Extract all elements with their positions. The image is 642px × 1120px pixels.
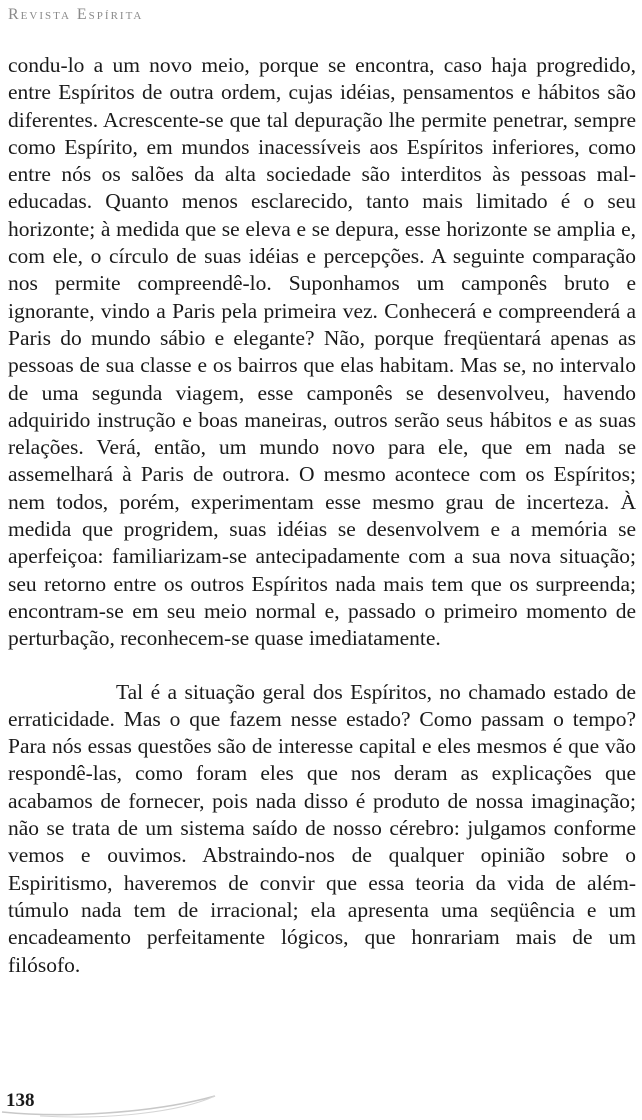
page-number: 138 xyxy=(6,1090,35,1111)
page-body xyxy=(8,52,636,979)
page-footer xyxy=(0,1082,642,1120)
swoosh-ornament-icon xyxy=(0,1082,260,1120)
running-header: Revista Espírita xyxy=(8,6,144,23)
body-paragraph-2: Tal é a situação geral dos Espíritos, no chamado estado de erraticidade. Mas o que fazem nesse estado? Como passam o tempo? Para nós essas questões são de interesse capital e eles mesmos é que vão respondê-las, como foram eles que nos deram as explicações que acabamos de fornecer, pois nada disso é produto de nossa imaginação; não se trata de um sistema saído de nosso cérebro: julgamos conforme vemos e ouvimos. Abstraindo-nos de qualquer opinião sobre o Espiritismo, haveremos de convir que essa teoria da vida de além-túmulo nada tem de irracional; ela apresenta uma seqüência e um encadeamento perfeitamente lógicos, que honrariam mais de um filósofo. xyxy=(8,679,636,977)
body-paragraph-1: condu-lo a um novo meio, porque se encontra, caso haja progredido, entre Espíritos de outra ordem, cujas idéias, pensamentos e hábitos são diferentes. Acrescente-se que tal depuração lhe permite penetrar, sempre como Espírito, em mundos inacessíveis aos Espíritos inferiores, como entre nós os salões da alta sociedade são interditos às pessoas mal-educadas. Quanto menos esclarecido, tanto mais limitado é o seu horizonte; à medida que se eleva e se depura, esse horizonte se amplia e, com ele, o círculo de suas idéias e percepções. A seguinte comparação nos permite compreendê-lo. Suponhamos um camponês bruto e ignorante, vindo a Paris pela primeira vez. Conhecerá e compreenderá a Paris do mundo sábio e elegante? Não, porque freqüentará apenas as pessoas de sua classe e os bairros que elas habitam. Mas se, no intervalo de uma segunda viagem, esse camponês se desenvolveu, havendo adquirido instrução e boas maneiras, outros serão seus hábitos e as suas relações. Verá, então, um mundo novo para ele, que em nada se assemelhará à Paris de outrora. O mesmo acontece com os Espíritos; nem todos, porém, experimentam esse mesmo grau de incerteza. À medida que progridem, suas idéias se desenvolvem e a memória se aperfeiçoa: familiarizam-se antecipadamente com a sua nova situação; seu retorno entre os outros Espíritos nada mais tem que os surpreenda; encontram-se em seu meio normal e, passado o primeiro momento de perturbação, reconhecem-se quase imediatamente. xyxy=(8,53,636,651)
